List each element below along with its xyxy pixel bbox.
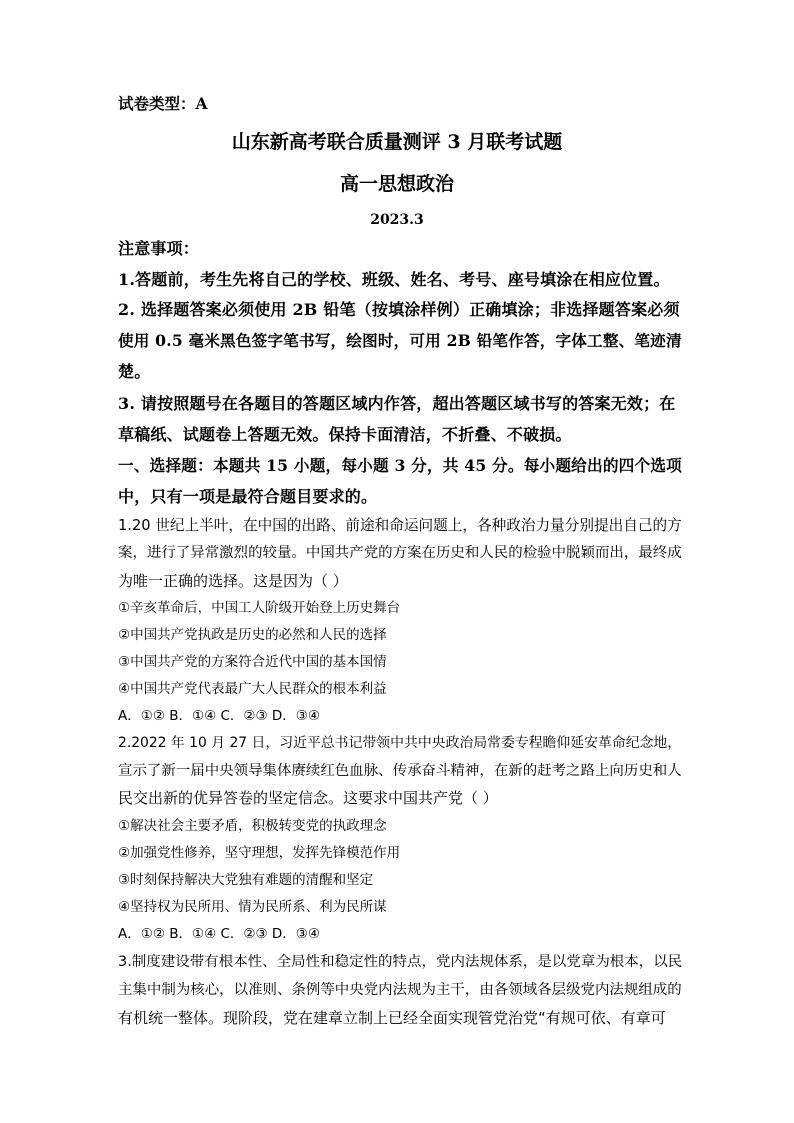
notice-item-3-line-2: 草稿纸、试题卷上答题无效。保持卡面清洁，不折叠、不破损。 xyxy=(118,425,572,444)
q2-statement-3: ③时刻保持解决大党独有难题的清醒和坚定 xyxy=(118,872,374,888)
notice-item-1: 1.答题前，考生先将自己的学校、班级、姓名、考号、座号填涂在相应位置。 xyxy=(118,270,670,289)
q3-stem-line-1: 3.制度建设带有根本性、全局性和稳定性的特点，党内法规体系，是以党章为根本，以民 xyxy=(118,954,683,970)
notice-heading: 注意事项： xyxy=(118,239,200,258)
exam-date: 2023.3 xyxy=(370,212,424,228)
q2-stem-line-2: 宣示了新一届中央领导集体赓续红色血脉、传承奋斗精神，在新的赶考之路上向历史和人 xyxy=(118,763,682,779)
q1-statement-4: ④中国共产党代表最广大人民群众的根本利益 xyxy=(118,681,387,697)
q2-statement-4: ④坚持权为民所用、情为民所系、利为民所谋 xyxy=(118,899,387,915)
q1-stem-line-1: 1.20 世纪上半叶，在中国的出路、前途和命运问题上，各种政治力量分别提出自己的方 xyxy=(118,517,682,534)
q2-stem-line-3: 民交出新的优异答卷的坚定信念。这要求中国共产党（ ） xyxy=(118,789,498,807)
notice-item-3-line-1: 3. 请按照题号在各题目的答题区域内作答，超出答题区域书写的答案无效；在 xyxy=(118,394,676,413)
section-1-heading-line-2: 中，只有一项是最符合题目要求的。 xyxy=(118,487,378,506)
section-1-heading-line-1: 一、选择题：本题共 15 小题，每小题 3 分，共 45 分。每小题给出的四个选项 xyxy=(118,456,682,475)
q1-stem-line-3: 为唯一正确的选择。这是因为（ ） xyxy=(118,572,348,590)
q1-answer-choices: A．①② B．①④ C．②③ D．③④ xyxy=(118,708,321,724)
paper-type-label: 试卷类型：A xyxy=(118,94,208,113)
q1-statement-2: ②中国共产党执政是历史的必然和人民的选择 xyxy=(118,627,387,643)
q3-stem-line-3: 有机统一整体。现阶段，党在建章立制上已经全面实现管党治党“有规可依、有章可 xyxy=(118,1009,666,1027)
q1-statement-3: ③中国共产党的方案符合近代中国的基本国情 xyxy=(118,654,387,670)
notice-item-2-line-2: 使用 0.5 毫米黑色签字笔书写，绘图时，可用 2B 铅笔作答，字体工整、笔迹清 xyxy=(118,331,682,350)
notice-item-2-line-1: 2. 选择题答案必须使用 2B 铅笔（按填涂样例）正确填涂；非选择题答案必须 xyxy=(118,300,680,319)
exam-title: 山东新高考联合质量测评 3 月联考试题 xyxy=(231,131,563,153)
q2-statement-2: ②加强党性修养，坚守理想，发挥先锋模范作用 xyxy=(118,845,401,861)
q3-stem-line-2: 主集中制为核心，以准则、条例等中央党内法规为主干，由各领域各层级党内法规组成的 xyxy=(118,982,682,998)
q2-stem-line-1: 2.2022 年 10 月 27 日，习近平总书记带领中共中央政治局常委专程瞻仰延安革命纪念地， xyxy=(118,735,682,751)
q2-statement-1: ①解决社会主要矛盾，积极转变党的执政理念 xyxy=(118,818,387,834)
notice-item-2-line-3: 楚。 xyxy=(118,362,151,381)
exam-subject: 高一思想政治 xyxy=(339,173,454,195)
q2-answer-choices: A．①② B．①④ C．②③ D．③④ xyxy=(118,926,321,942)
q1-statement-1: ①辛亥革命后，中国工人阶级开始登上历史舞台 xyxy=(118,600,401,616)
q1-stem-line-2: 案，进行了异常激烈的较量。中国共产党的方案在历史和人民的检验中脱颖而出，最终成 xyxy=(118,545,682,561)
